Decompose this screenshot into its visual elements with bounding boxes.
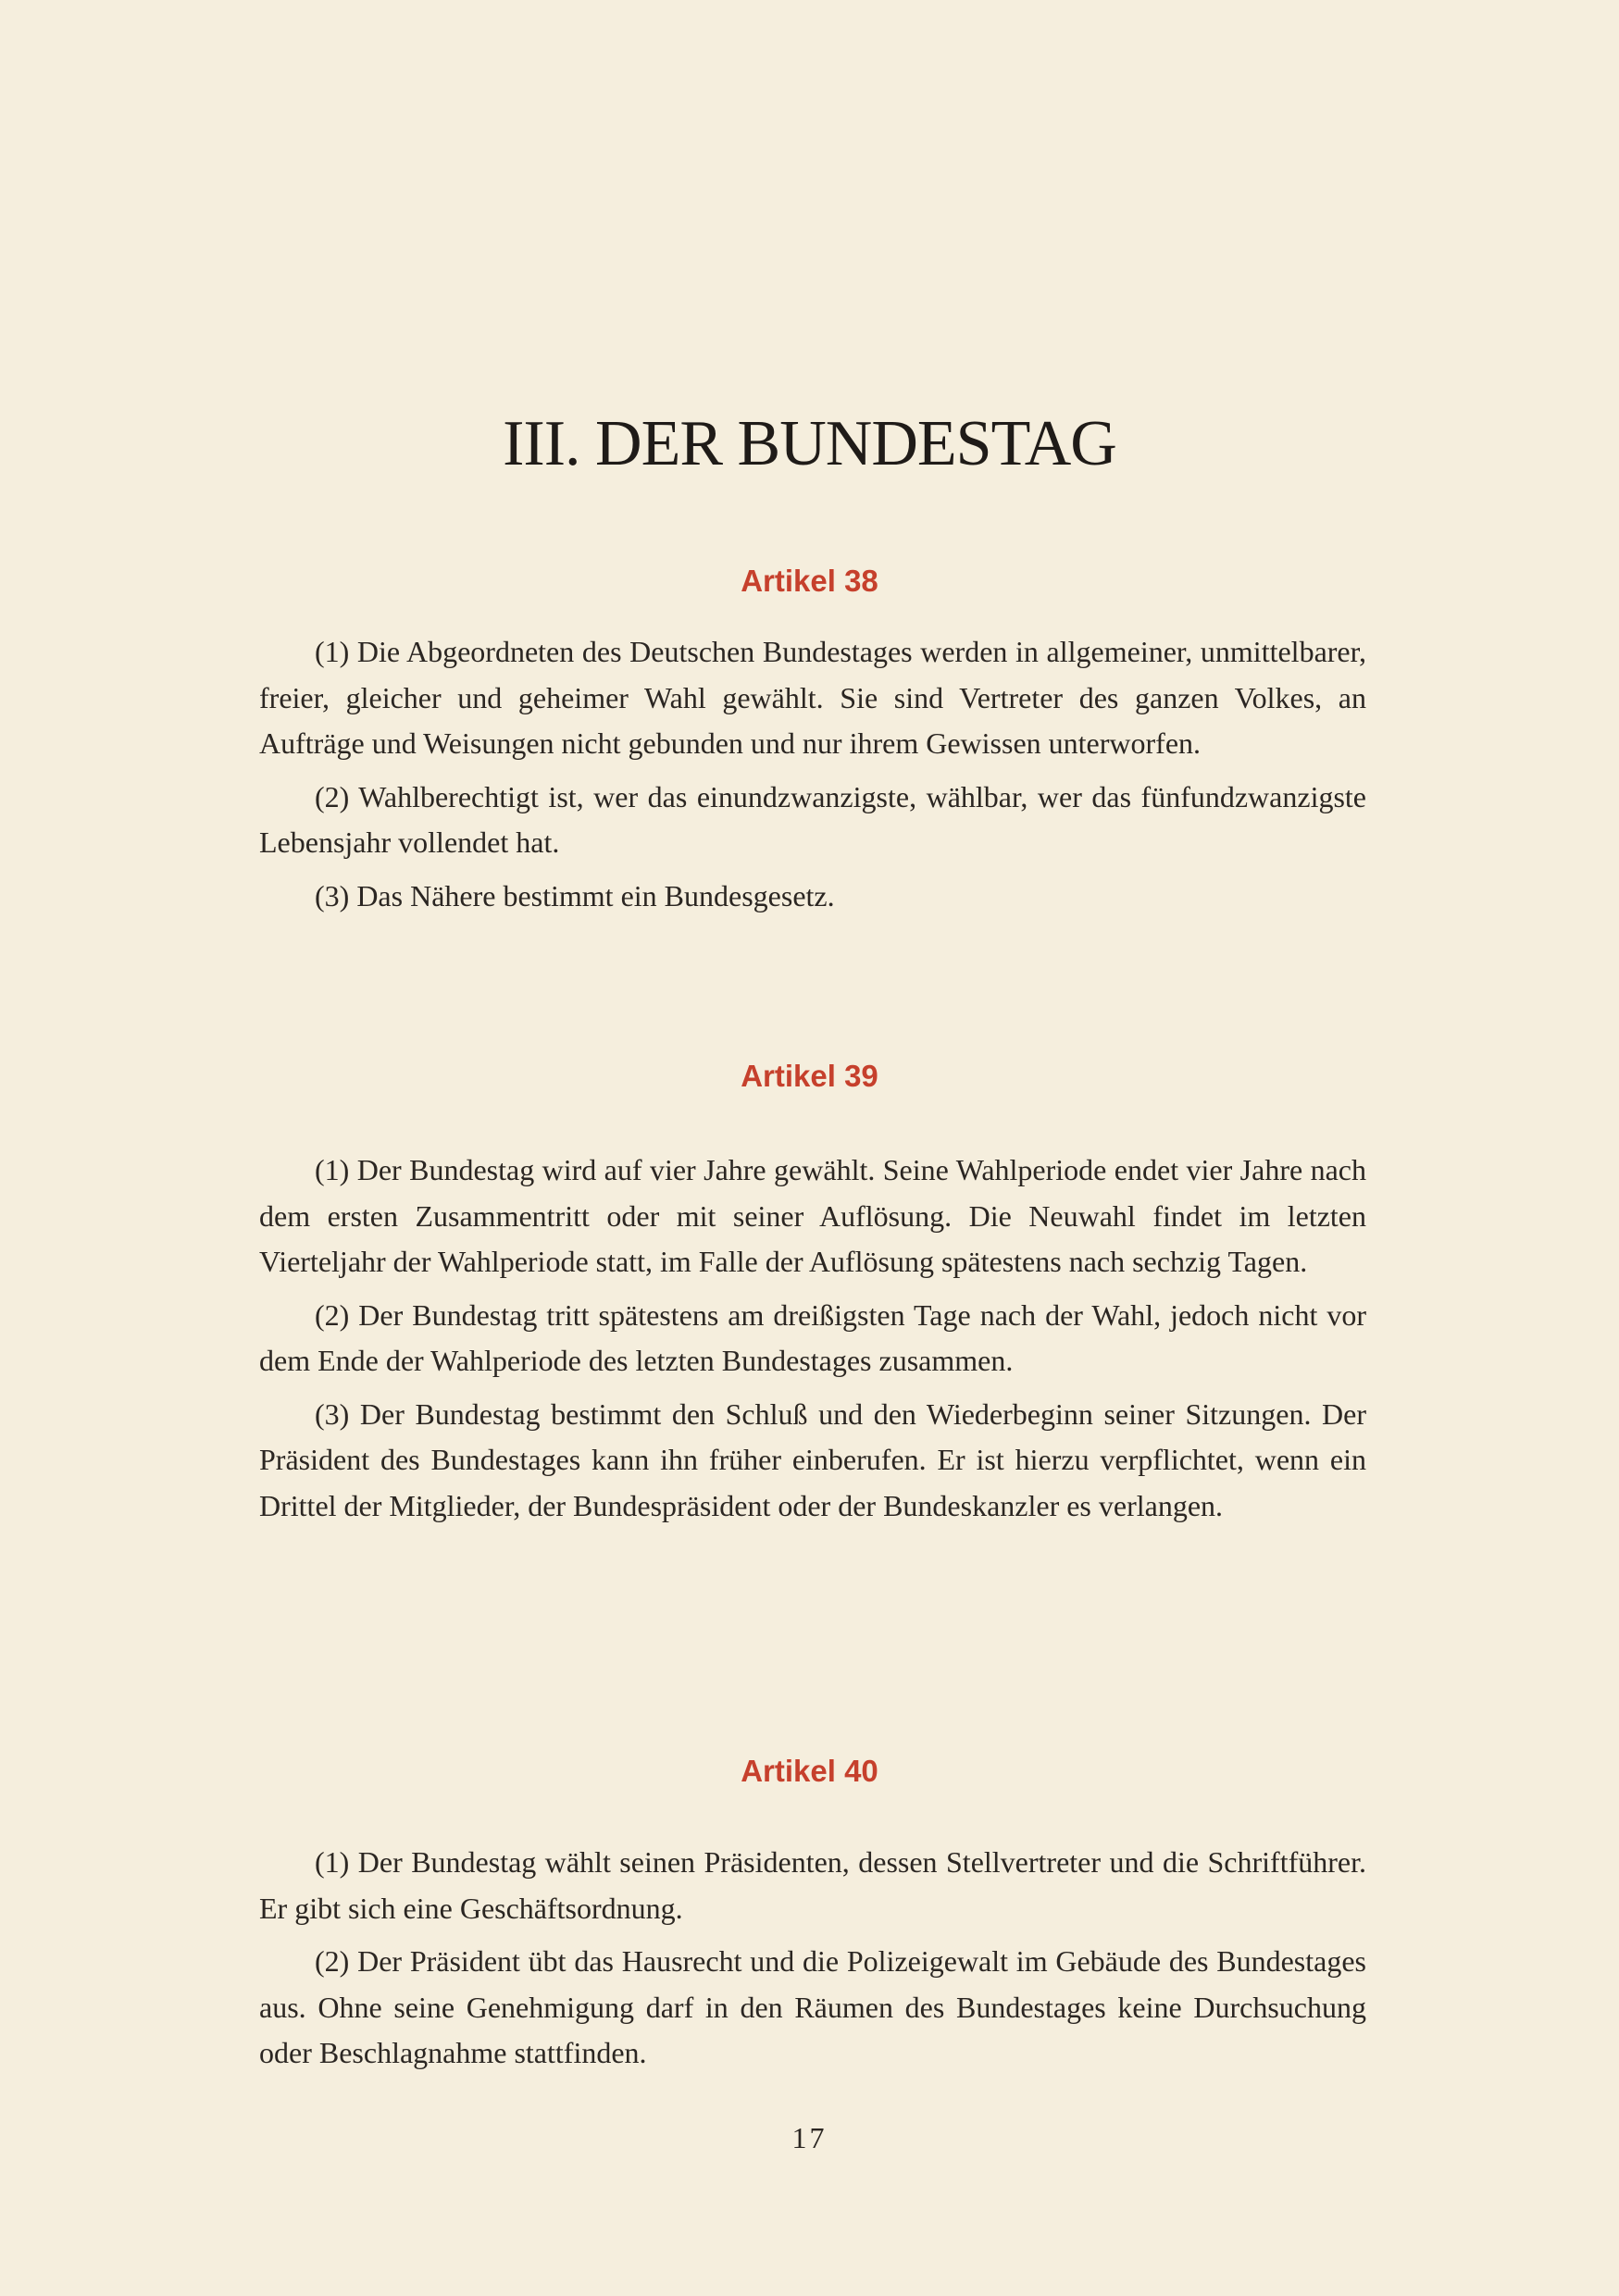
article-38-heading: Artikel 38 [741,564,878,598]
article-38-paragraph-3: (3) Das Nähere bestimmt ein Bundesgesetz. [315,878,835,912]
article-39-body [259,1148,1366,1536]
article-40-paragraph-1: (1) Der Bundestag wählt seinen Präsidenten, dessen Stellvertreter und die Schriftführer. Er gibt sich eine Geschäftsordnung. [259,1845,1366,1925]
article-39-paragraph-2: (2) Der Bundestag tritt spätestens am dreißigsten Tage nach der Wahl, jedoch nicht vor dem Ende der Wahlperiode des letzten Bundestages zusammen. [259,1297,1366,1377]
article-40-body [259,1840,1366,2084]
article-39-paragraph-3: (3) Der Bundestag bestimmt den Schluß und den Wiederbeginn seiner Sitzungen. Der Präsident des Bundestages kann ihn früher einberufen. Er ist hierzu verpflichtet, wenn ein Drittel der Mitglieder, der Bundespräsident oder der Bundeskanzler es verlangen. [259,1396,1366,1522]
page-title: III. DER BUNDESTAG [503,408,1116,479]
article-40-heading: Artikel 40 [741,1754,878,1788]
article-39-heading: Artikel 39 [741,1059,878,1093]
page-number: 17 [791,2121,828,2154]
article-38-body [259,629,1366,926]
article-39-paragraph-1: (1) Der Bundestag wird auf vier Jahre gewählt. Seine Wahlperiode endet vier Jahre nach dem ersten Zusammentritt oder mit seiner Auflösung. Die Neuwahl findet im letzten Vierteljahr der Wahlperiode statt, im Falle der Auflösung spätestens nach sechzig Tagen. [259,1153,1366,1278]
article-40-paragraph-2: (2) Der Präsident übt das Hausrecht und die Polizeigewalt im Gebäude des Bundestages aus. Ohne seine Genehmigung darf in den Räumen des Bundestages keine Durchsuchung oder Beschlagnahme stattfinden. [259,1944,1366,2069]
article-38-paragraph-2: (2) Wahlberechtigt ist, wer das einundzwanzigste, wählbar, wer das fünfundzwanzigste Lebensjahr vollendet hat. [259,779,1366,859]
article-38-paragraph-1: (1) Die Abgeordneten des Deutschen Bundestages werden in allgemeiner, unmittelbarer, freier, gleicher und geheimer Wahl gewählt. Sie sind Vertreter des ganzen Volkes, an Aufträge und Weisungen nicht gebunden und nur ihrem Gewissen unterworfen. [259,635,1366,760]
